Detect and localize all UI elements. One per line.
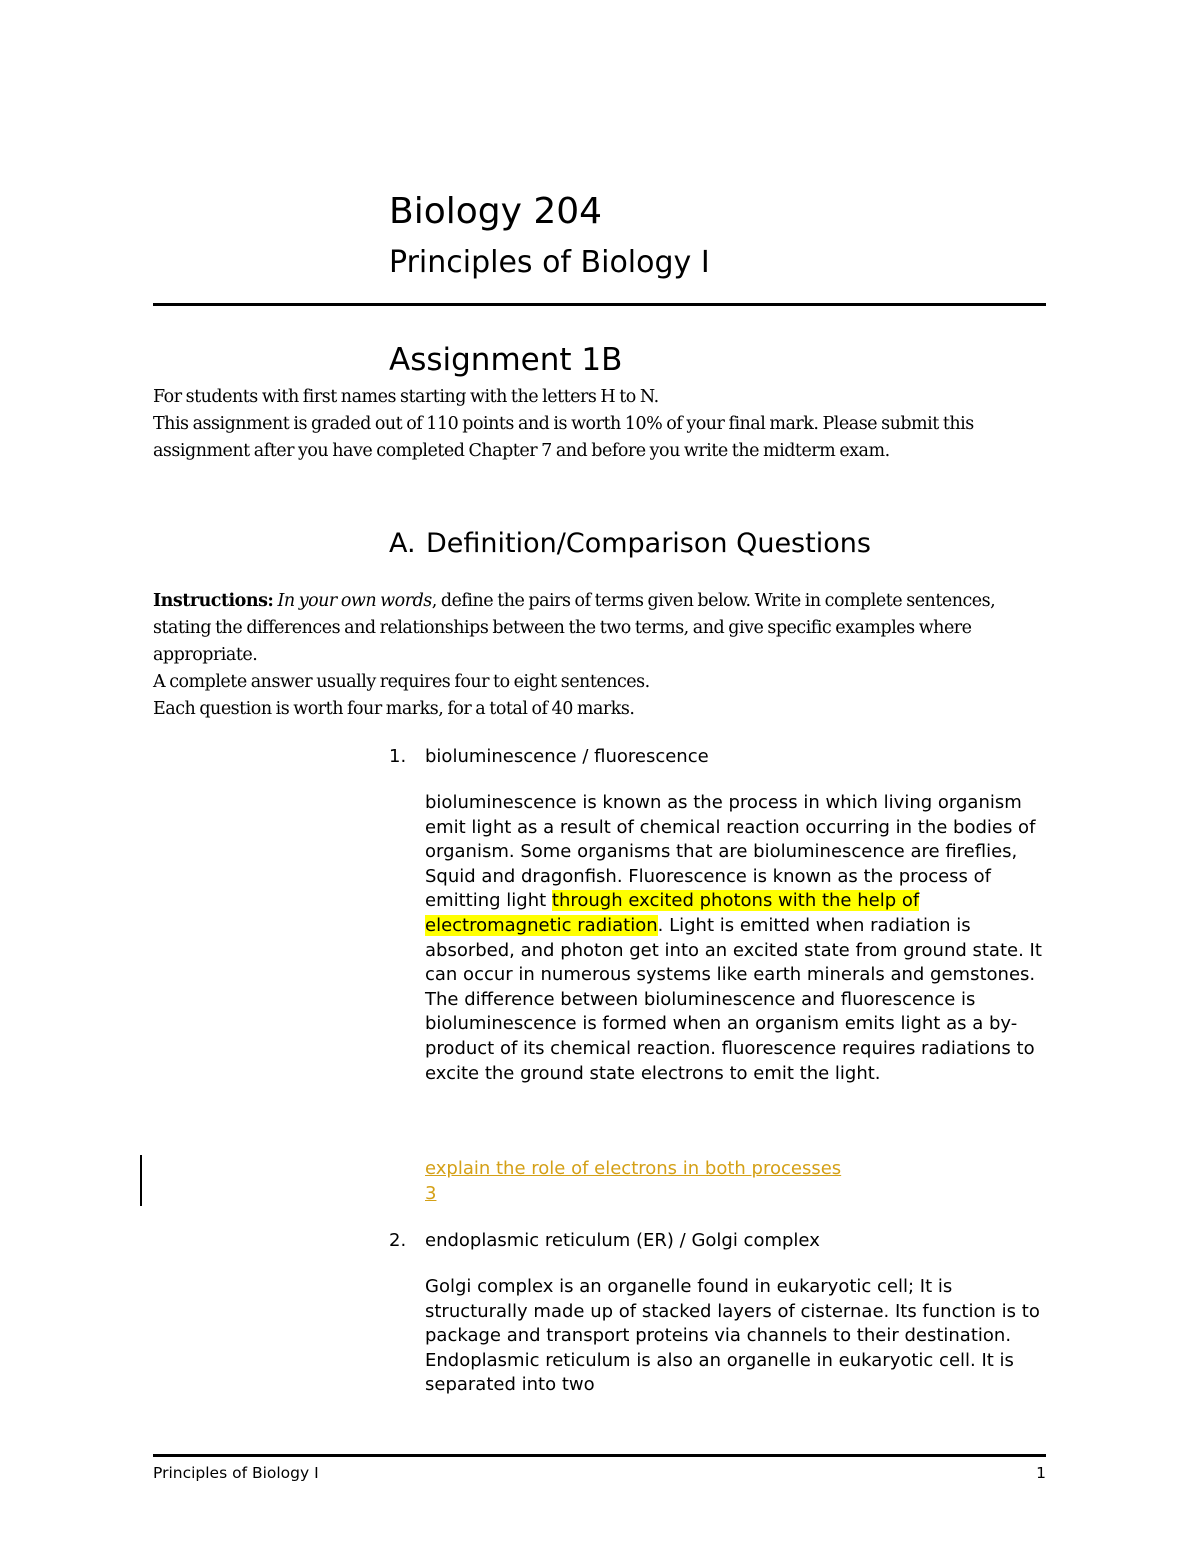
answer-1-part-2: . Light is emitted when radiation is absorbed, and photon get into an excited state from ground state. It can occur in numerous systems like earth minerals and gemstones. The difference between bioluminescence and fluorescence is bioluminescence is formed when an organism emits light as a by-product of its chemical reaction. fluorescence requires radiations to excite the ground state electrons to emit the light. (425, 914, 1042, 1084)
instructions-emphasis: In your own words (277, 591, 432, 611)
instructions-block (153, 588, 1046, 723)
instructions-label: Instructions: (153, 591, 274, 611)
instructions-paragraph (153, 588, 1046, 669)
section-title: Definition/Comparison Questions (426, 528, 871, 559)
answer-1[interactable] (425, 791, 1050, 1086)
grader-score: 3 (425, 1183, 437, 1204)
question-number-1: 1. (389, 746, 407, 767)
section-heading (389, 525, 871, 563)
instructions-length: A complete answer usually requires four to eight sentences. (153, 672, 650, 692)
footer-divider (153, 1454, 1046, 1457)
assignment-title: Assignment 1B (389, 342, 623, 378)
course-subtitle: Principles of Biology I (389, 245, 710, 280)
text-cursor (140, 1155, 142, 1206)
instructions-text: , define the pairs of terms given below. Write in complete sentences, stating the differences and relationships between the two terms, and give specific examples where appropriate. (153, 591, 996, 665)
question-term-2: endoplasmic reticulum (ER) / Golgi complex (425, 1230, 820, 1251)
instructions-marks: Each question is worth four marks, for a total of 40 marks. (153, 699, 635, 719)
page-number: 1 (1036, 1464, 1046, 1482)
header-divider (153, 303, 1046, 306)
assignment-intro (153, 384, 1046, 465)
grader-comment-text: explain the role of electrons in both processes (425, 1158, 842, 1179)
course-title: Biology 204 (389, 191, 603, 232)
grading-text: This assignment is graded out of 110 points and is worth 10% of your final mark. Please submit this assignment after you have completed Chapter 7 and before you write the midterm exam. (153, 414, 974, 461)
grader-comment (425, 1156, 841, 1206)
question-term-1: bioluminescence / fluorescence (425, 746, 709, 767)
answer-1-part-1: bioluminescence is known as the process in which living organism emit light as a result of chemical reaction occurring in the bodies of organism. Some organisms that are bioluminescence are fireflies, Squid and dragonfish. Fluorescence is known as the process of emitting light (425, 792, 1036, 912)
section-letter: A. (389, 528, 416, 559)
answer-2[interactable]: Golgi complex is an organelle found in eukaryotic cell; It is structurally made up of stacked layers of cisternae. Its function is to package and transport proteins via channels to their destination. Endoplasmic reticulum is also an organelle in eukaryotic cell. It is separated into two (425, 1276, 1040, 1396)
question-number-2: 2. (389, 1230, 407, 1251)
audience-text: For students with first names starting with the letters H to N. (153, 387, 659, 407)
footer-course-name: Principles of Biology I (153, 1464, 319, 1482)
answer-1-highlight: through excited photons with the help of electromagnetic radiation (425, 890, 920, 936)
